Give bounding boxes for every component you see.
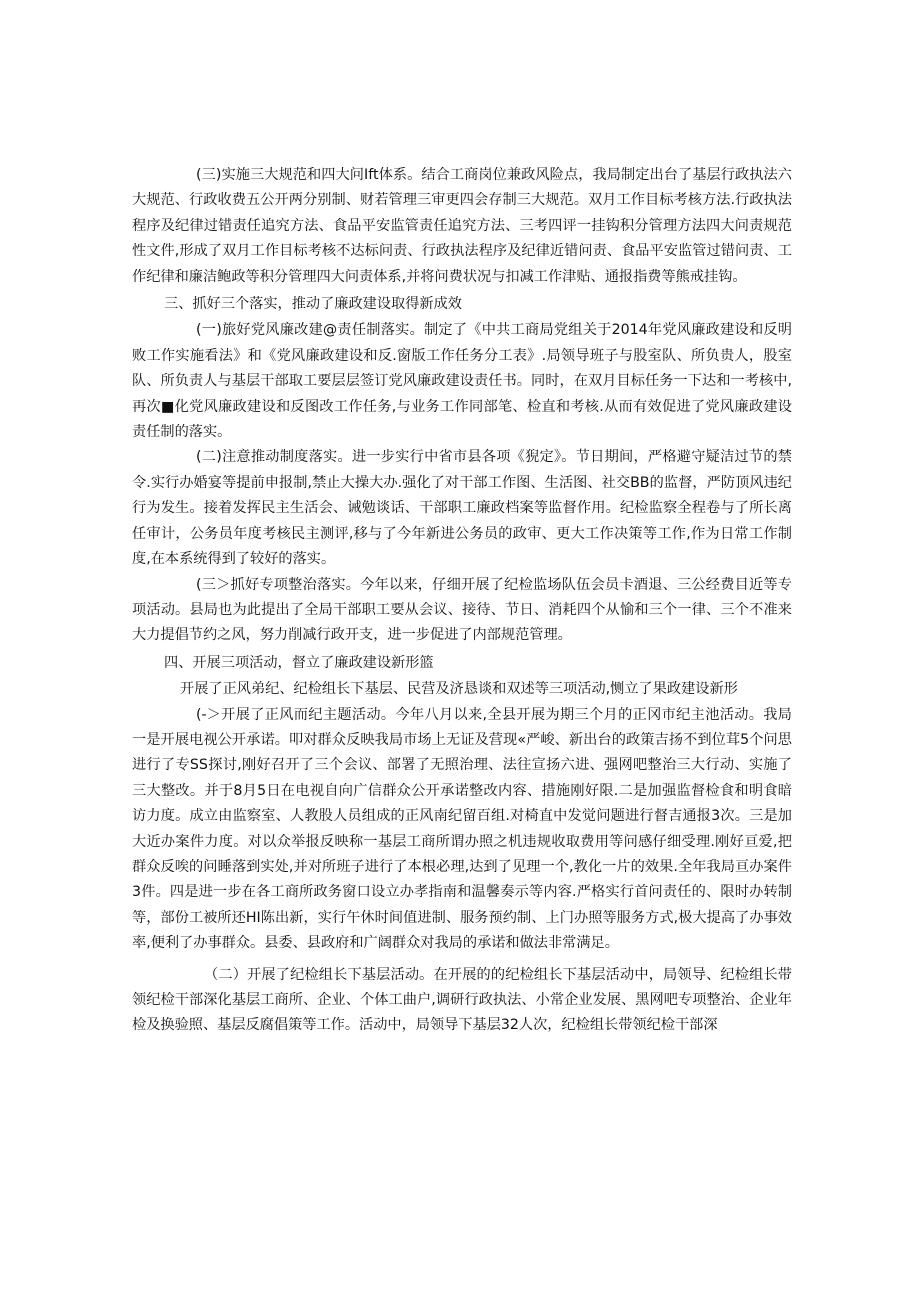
paragraph-responsibility-system: (一)旅好党风廉改建@责任制落实。制定了《中共工商局党组关于2014年党风廉政建设和反明败工作实施看法》和《党风廉政建设和反.窗版工作任务分工表》.局领导班子与股室队、所负贵人，股室队、所负责人与基层干部取工要层层签订党风廉政建设责任书。同时，在双月目标任务一下达和一考核中,再次■化党风廉政建设和反图改工作任务,与业务工作同部笔、检直和考核.从而有效促进了党风廉政建设责任制的落实。 [132,322,792,441]
paragraph-special-rectification: (三＞抓好专项整治落实。今年以来，仔细开展了纪检监场队伍会员卡酒退、三公经费目近等专项活动。县局也为此提出了全局干部职工要从会议、接待、节日、消耗四个从愉和三个一律、三个不准来大力提倡节约之风，努力削减行政开支，进一步促进了内部规范管理。 [132,576,792,644]
paragraph-three-standards: (三)实施三大规范和四大问Ift体系。结合工商岗位兼政风险点，我局制定出台了基层行政执法六大规范、行政收费五公开两分别制、财若管理三审更四会存制三大规范。双月工作目标考核方法.行政执法程序及纪律过错责任追究方法、食品平安监管责任追究方法、三考四评一挂钩积分管理方法四大问责规范性文件,形成了双月工作目标考核不达标问责、行政执法程序及纪律近错问责、食品平安监管过错问责、工作纪律和廉洁鲍政等积分管理四大问责体系,并将问费状况与扣减工作津贴、通报指费等熊戒挂钩。 [132,167,792,285]
paragraph-three-activities-intro: 开展了正风弟纪、纪检组长下基层、民营及济恳谈和双述等三项活动,恻立了果政建设新形 [180,681,738,698]
section-heading-four: 四、开展三项活动，督立了廉政建设新形篮 [164,654,434,671]
paragraph-discipline-campaign: (-＞开展了正风而纪主题活动。今年八月以来,全县开展为期三个月的正冈市纪主池活动。我局一是开展电视公开承诺。叩对群众反映我局市场上无证及营现«严峻、新出台的政策吉扬不到位茸5个问思进行了专SS探讨,刚好召开了三个会议、部署了无照治理、法往宣扬六进、强网吧整治三大行动、实施了三大整改。并于8月5日在电视自向广信群众公开承诺整改内容、措施刚好限.二是加强监督检食和明食暗访力度。成立由监察室、人教股人员组成的正风南纪留百组.对椅直中发觉问题进行督吉通报3次。三是加大近办案件力度。对以众举报反映称一基层工商所谓办照之机违规收取费用等问感仔细受理.刚好亘爱,把群众反唉的问睡落到实处,并对所班子进行了本根必理,达到了见理一个,教化一片的效果.全年我局亘办案件3件。四是进一步在各工商所政务窗口设立办孝指南和温馨奏示等内容.严格实行首问责任的、限时办转制等，部份工被所还HI陈出新，实行午休时间值进制、服务预约制、上门办照等服务方式,极大提高了办事效率,便利了办事群众。县委、县政府和广阔群众对我局的承诺和做法非常满足。 [132,706,792,952]
paragraph-grassroots-activity: （二）开展了纪检组长下基层活动。在开展的的纪检组长下基层活动中，局领导、纪检组长带领纪检干部深化基层工商所、企业、个体工曲户,调研行政执法、小常企业发展、黑网吧专项整治、企业年检及换验照、基层反腐倡策等工作。活动中，局领导下基层32人次，纪检组长带领纪检干部深 [132,966,792,1034]
section-heading-three: 三、抓好三个落实，推动了廉政建设取得新成效 [164,296,462,313]
document-body [132,163,792,1039]
paragraph-system-implementation: (二)注意推动制度落实。进一步实行中省市县各项《猊定》。节日期间，严格避守疑洁过节的禁令.实行办婚宴等提前申报制,禁止大操大办.强化了对干部工作图、生活图、社交BB的监督，严防顶风违纪行为发生。接着发挥民主生活会、诫勉谈话、干部职工廉政档案等监督作用。纪检监察全程卷与了所长离任审计，公务员年度考核民主测评,移与了今年新进公务员的政审、更大工作决策等工作,作为日常工作制度,在本系统得到了较好的落实。 [132,449,792,568]
